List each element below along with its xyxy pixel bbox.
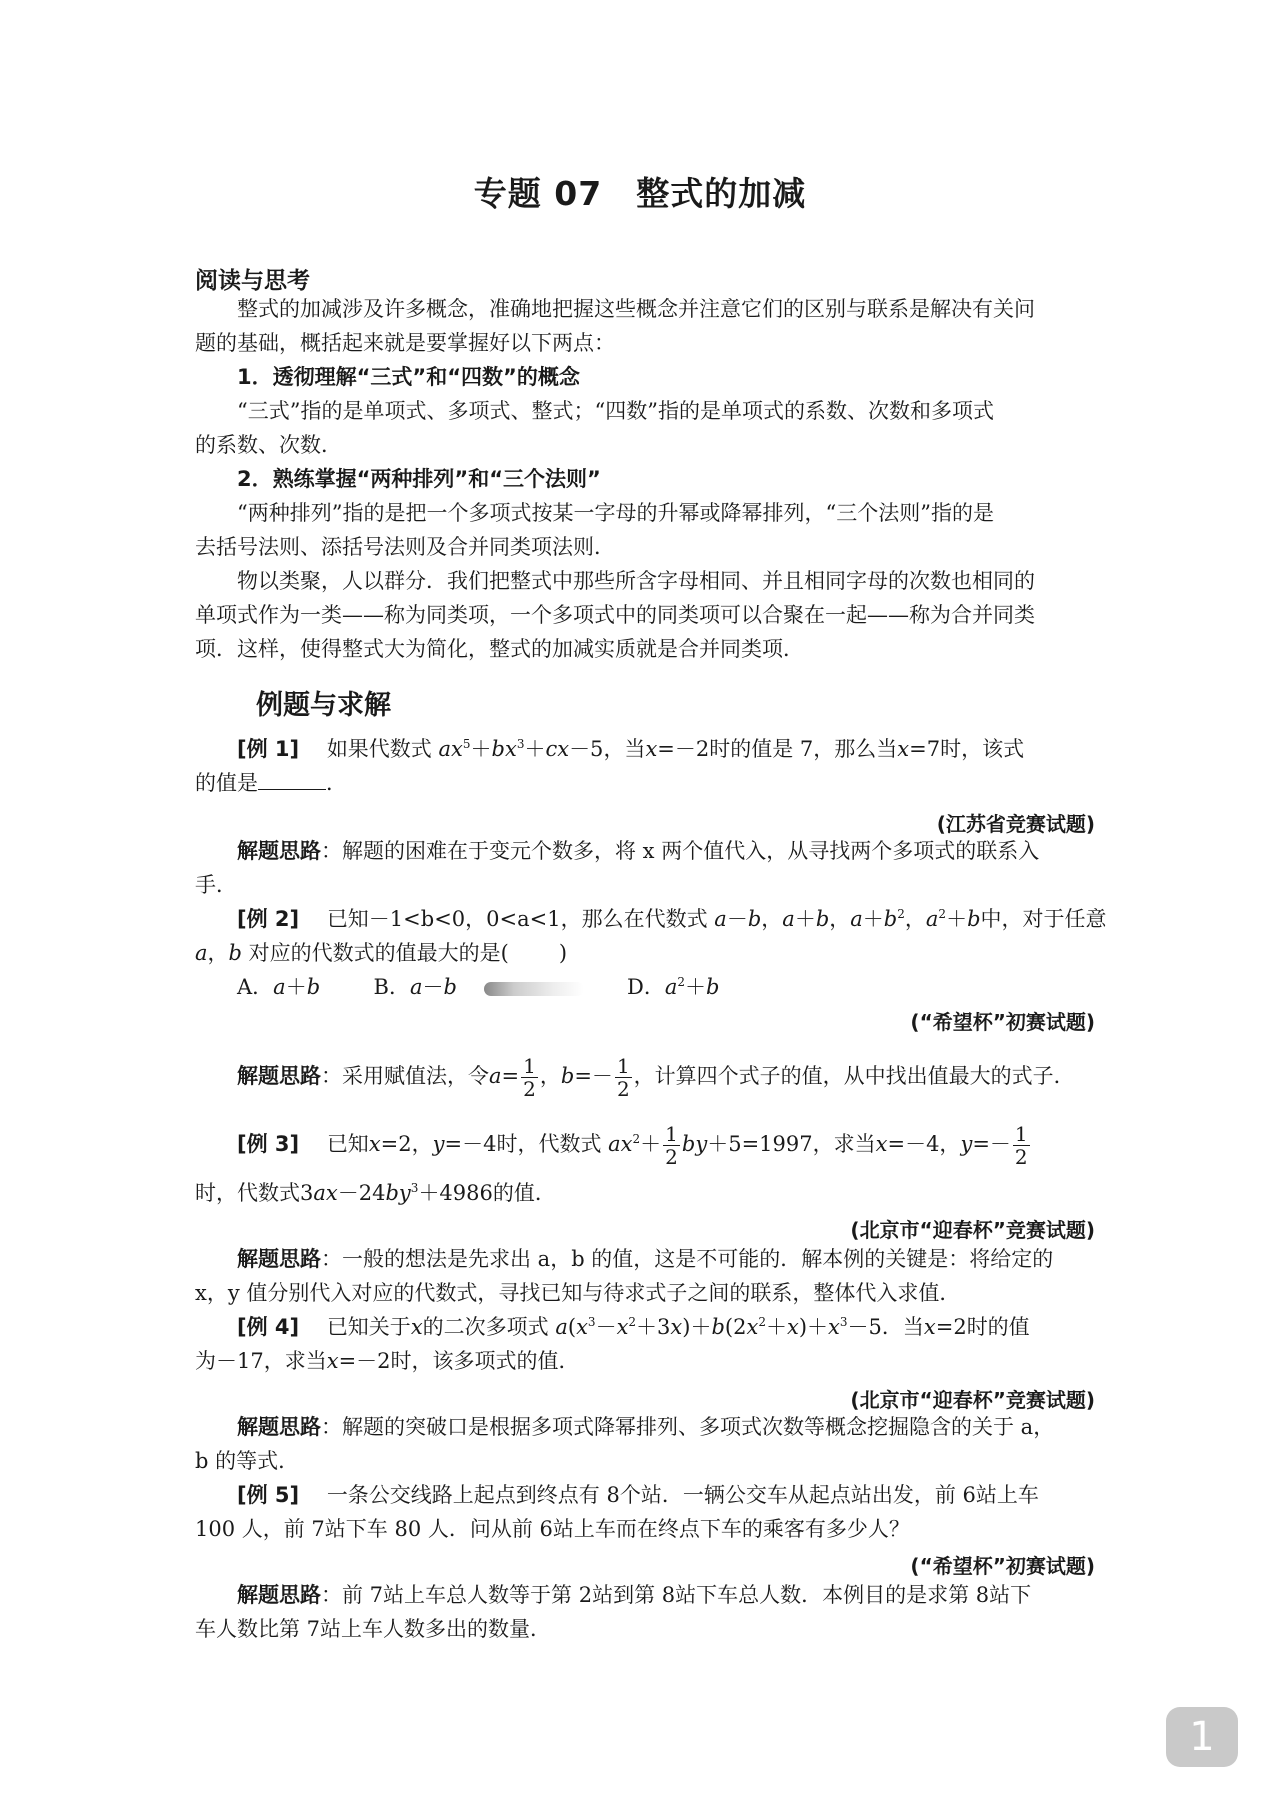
example-1-line-1: [例 1] 如果代数式 $ax^5+bx^3+cx-5$，当x=－2时的值是 7，那么当x=7时，该式 [237, 737, 1025, 761]
examples-heading: 例题与求解 [256, 690, 391, 721]
example-2-hint: 解题思路：采用赋值法，令a= $\frac{1}{2}$ ，b=－ $\frac{1}{2}$ ，计算四个式子的值，从中找出值最大的式子． [237, 1054, 1075, 1101]
reading-para-4c: 项．这样，使得整式大为简化，整式的加减实质就是合并同类项． [195, 637, 804, 661]
option-c-redacted [484, 982, 584, 996]
example-2-source: (“希望杯”初赛试题) [910, 1010, 1095, 1034]
example-3-label: [例 3] [237, 1132, 300, 1156]
example-5-line-1: [例 5] 一条公交线路上起点到终点有 8个站．一辆公交车从起点站出发，前 6站上车 [237, 1483, 1039, 1507]
reading-para-1a: 整式的加减涉及许多概念，准确地把握这些概念并注意它们的区别与联系是解决有关问 [237, 297, 1035, 321]
example-3-line-1: [例 3] 已知x=2，y=－4时，代数式 $ax^2+$ $\frac{1}{2}$ by＋5=1997，求当x=－4，y=－ $\frac{1}{2}$ [237, 1122, 1028, 1169]
example-2-line-2: a，b 对应的代数式的值最大的是( ) [195, 941, 568, 965]
example-1-label: [例 1] [237, 737, 300, 761]
example-5-label: [例 5] [237, 1483, 300, 1507]
reading-para-2b: 的系数、次数． [195, 433, 342, 457]
example-3-hint-line-2: x，y 值分别代入对应的代数式，寻找已知与待求式子之间的联系，整体代入求值． [195, 1281, 961, 1305]
example-5-source: (“希望杯”初赛试题) [910, 1554, 1095, 1578]
example-4-hint-line-1: 解题思路：解题的突破口是根据多项式降幂排列、多项式次数等概念挖掘隐含的关于 a， [237, 1415, 1055, 1439]
example-5-hint-line-1: 解题思路：前 7站上车总人数等于第 2站到第 8站下车总人数．本例目的是求第 8站下 [237, 1583, 1032, 1607]
option-a[interactable]: A．a＋b [237, 975, 321, 999]
answer-blank[interactable] [258, 769, 326, 790]
example-1-hint-line-2: 手． [195, 873, 237, 897]
example-1-line-2: 的值是 ． [195, 771, 347, 795]
option-d[interactable]: D．$a^2+b$ [627, 975, 720, 999]
reading-para-4b: 单项式作为一类——称为同类项，一个多项式中的同类项可以合聚在一起——称为合并同类 [195, 603, 1035, 627]
example-4-line-2: 为－17，求当x=－2时，该多项式的值． [195, 1349, 580, 1373]
example-2-line-1: [例 2] 已知－1<b<0，0<a<1，那么在代数式 a－b，a＋b，$a+b^2$，$a^2+b$中，对于任意 [237, 907, 1107, 931]
example-4-label: [例 4] [237, 1315, 300, 1339]
example-4-line-1: [例 4] 已知关于x的二次多项式 $a(x^3-x^2+3x)+b(2x^2+x)+x^3-5$．当x=2时的值 [237, 1315, 1030, 1339]
example-5-hint-line-2: 车人数比第 7站上车人数多出的数量． [195, 1617, 552, 1641]
example-4-source: (北京市“迎春杯”竞赛试题) [850, 1388, 1095, 1412]
example-4-hint-line-2: b 的等式． [195, 1449, 300, 1473]
reading-para-1b: 题的基础，概括起来就是要掌握好以下两点： [195, 331, 615, 355]
example-2-options [195, 970, 1137, 1004]
reading-para-3a: “两种排列”指的是把一个多项式按某一字母的升幂或降幂排列，“三个法则”指的是 [237, 501, 994, 525]
reading-subheading-2: 2．熟练掌握“两种排列”和“三个法则” [237, 467, 601, 491]
reading-para-2a: “三式”指的是单项式、多项式、整式；“四数”指的是单项式的系数、次数和多项式 [237, 399, 994, 423]
reading-para-4a: 物以类聚，人以群分．我们把整式中那些所含字母相同、并且相同字母的次数也相同的 [237, 569, 1035, 593]
example-5-line-2: 100 人，前 7站下车 80 人．问从前 6站上车而在终点下车的乘客有多少人？ [195, 1517, 910, 1541]
example-1-source: (江苏省竞赛试题) [936, 812, 1095, 836]
reading-para-3b: 去括号法则、添括号法则及合并同类项法则． [195, 535, 615, 559]
example-3-line-2: 时，代数式$3ax-24by^3+4986$的值． [195, 1181, 556, 1205]
example-1-hint-line-1: 解题思路：解题的困难在于变元个数多，将 x 两个值代入，从寻找两个多项式的联系入 [237, 839, 1040, 863]
option-b[interactable]: B．a－b [373, 975, 457, 999]
reading-subheading-1: 1．透彻理解“三式”和“四数”的概念 [237, 365, 580, 389]
page-title: 专题 07 整式的加减 [473, 174, 807, 213]
reading-heading: 阅读与思考 [195, 268, 310, 294]
page-number-badge[interactable]: 1 [1166, 1707, 1238, 1767]
example-2-label: [例 2] [237, 907, 300, 931]
example-3-source: (北京市“迎春杯”竞赛试题) [850, 1218, 1095, 1242]
example-3-hint-line-1: 解题思路：一般的想法是先求出 a，b 的值，这是不可能的．解本例的关键是：将给定的 [237, 1247, 1054, 1271]
